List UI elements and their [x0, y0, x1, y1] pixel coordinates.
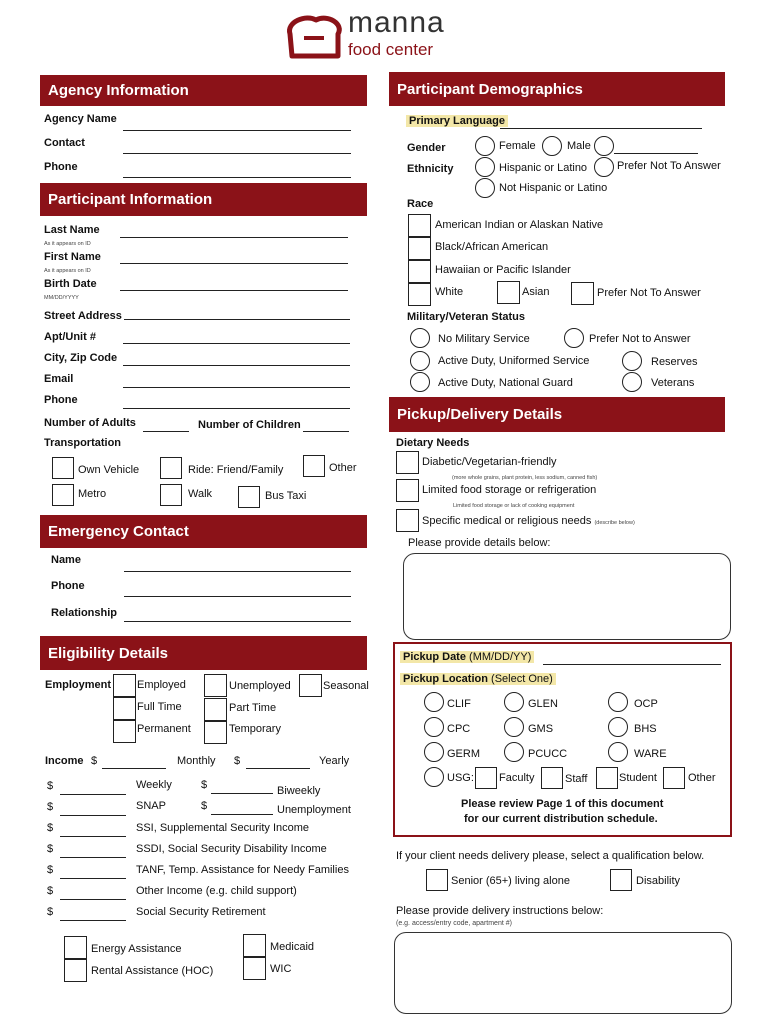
active-uniformed-label: Active Duty, Uniformed Service: [438, 355, 590, 367]
germ-label: GERM: [447, 748, 480, 760]
ssdi-field[interactable]: [60, 857, 126, 858]
walk-label: Walk: [188, 488, 213, 500]
phone-label: Phone: [44, 394, 78, 406]
review-note-line1: Please review Page 1 of this document: [461, 798, 664, 810]
primary-language-field[interactable]: [500, 128, 702, 129]
ocp-radio[interactable]: [608, 692, 628, 712]
demographics-header: Participant Demographics: [389, 72, 725, 106]
glen-label: GLEN: [528, 698, 558, 710]
primary-language-label: Primary Language: [406, 115, 508, 127]
emergency-header: Emergency Contact: [40, 515, 367, 548]
specific-needs-text: Specific medical or religious needs: [422, 515, 592, 527]
ss-retirement-field[interactable]: [60, 920, 126, 921]
first-name-hint: As it appears on ID: [44, 268, 91, 274]
diabetic-note: (more whole grains, plant protein, less sodium, canned fish): [452, 475, 598, 481]
metro-label: Metro: [78, 488, 107, 500]
medicaid-checkbox[interactable]: [243, 934, 266, 957]
relationship-field[interactable]: [124, 621, 351, 622]
employment-label: Employment: [45, 679, 112, 691]
gender-label: Gender: [407, 142, 446, 154]
usg-other-label: Other: [688, 772, 716, 784]
snap-field[interactable]: [60, 815, 126, 816]
senior-checkbox[interactable]: [426, 869, 448, 891]
student-checkbox[interactable]: [596, 767, 618, 789]
wic-label: WIC: [270, 963, 292, 975]
eligibility-header: Eligibility Details: [40, 636, 367, 670]
hawaiian-checkbox[interactable]: [408, 260, 431, 283]
unemployment-field[interactable]: [211, 814, 273, 815]
american-indian-label: American Indian or Alaskan Native: [435, 219, 604, 231]
income-yearly-field[interactable]: [246, 768, 310, 769]
last-name-hint: As it appears on ID: [44, 241, 91, 247]
veterans-label: Veterans: [651, 377, 695, 389]
not-hispanic-radio[interactable]: [475, 178, 495, 198]
white-checkbox[interactable]: [408, 283, 431, 306]
income-label: Income: [45, 755, 84, 767]
delivery-instructions-textarea[interactable]: [394, 932, 732, 1014]
participant-header: Participant Information: [40, 183, 367, 216]
bhs-radio[interactable]: [608, 717, 628, 737]
income-monthly-field[interactable]: [102, 768, 166, 769]
military-prefer-not-label: Prefer Not to Answer: [589, 333, 691, 345]
bus-taxi-checkbox[interactable]: [238, 486, 260, 508]
biweekly-label: Biweekly: [277, 785, 321, 797]
delivery-question: If your client needs delivery please, select a qualification below.: [396, 850, 705, 862]
germ-radio[interactable]: [424, 742, 444, 762]
tanf-field[interactable]: [60, 878, 126, 879]
senior-label: Senior (65+) living alone: [451, 875, 570, 887]
agency-phone-field[interactable]: [123, 177, 351, 178]
delivery-instructions-example: (e.g. access/entry code, apartment #): [396, 920, 512, 927]
transport-other-label: Other: [329, 462, 357, 474]
agency-name-label: Agency Name: [44, 113, 117, 125]
black-checkbox[interactable]: [408, 237, 431, 260]
usg-other-checkbox[interactable]: [663, 767, 685, 789]
transportation-label: Transportation: [44, 437, 122, 449]
full-time-label: Full Time: [137, 701, 182, 713]
active-uniformed-radio[interactable]: [410, 351, 430, 371]
unemployed-checkbox[interactable]: [204, 674, 227, 697]
ride-checkbox[interactable]: [160, 457, 182, 479]
email-label: Email: [44, 373, 74, 385]
male-label: Male: [567, 140, 591, 152]
usg-radio[interactable]: [424, 767, 444, 787]
street-label: Street Address: [44, 310, 122, 322]
race-prefer-not-checkbox[interactable]: [571, 282, 594, 305]
snap-label: SNAP: [136, 800, 166, 812]
ethnicity-label: Ethnicity: [407, 163, 454, 175]
first-name-label: First Name: [44, 251, 101, 263]
bread-icon: [284, 12, 344, 62]
part-time-checkbox[interactable]: [204, 698, 227, 721]
city-zip-label: City, Zip Code: [44, 352, 118, 364]
pickup-date-label: [400, 651, 534, 663]
race-prefer-not-label: Prefer Not To Answer: [597, 287, 701, 299]
medicaid-label: Medicaid: [270, 941, 315, 953]
apt-field[interactable]: [123, 343, 350, 344]
military-label: Military/Veteran Status: [407, 311, 525, 323]
cpc-label: CPC: [447, 723, 471, 735]
ethnicity-prefer-not-radio[interactable]: [594, 157, 614, 177]
asian-label: Asian: [522, 286, 550, 298]
agency-contact-field[interactable]: [123, 153, 351, 154]
children-label: Number of Children: [198, 419, 301, 431]
weekly-label: Weekly: [136, 779, 172, 791]
wic-checkbox[interactable]: [243, 957, 266, 980]
rental-checkbox[interactable]: [64, 959, 87, 982]
male-radio[interactable]: [542, 136, 562, 156]
active-guard-radio[interactable]: [410, 372, 430, 392]
agency-phone-label: Phone: [44, 161, 78, 173]
specific-needs-checkbox[interactable]: [396, 509, 419, 532]
no-military-label: No Military Service: [438, 333, 530, 345]
military-prefer-not-radio[interactable]: [564, 328, 584, 348]
ssdi-dollar: $: [47, 843, 54, 855]
pickup-location-label: [400, 673, 556, 685]
seasonal-checkbox[interactable]: [299, 674, 322, 697]
disability-label: Disability: [636, 875, 681, 887]
specific-needs-note: (describe below): [594, 520, 635, 526]
black-label: Black/African American: [435, 241, 549, 253]
race-label: Race: [407, 198, 434, 210]
email-field[interactable]: [123, 387, 350, 388]
emergency-name-field[interactable]: [124, 571, 351, 572]
hispanic-radio[interactable]: [475, 157, 495, 177]
active-guard-label: Active Duty, National Guard: [438, 377, 573, 389]
yearly-label: Yearly: [319, 755, 350, 767]
pickup-date-text: Pickup Date: [403, 651, 466, 663]
street-field[interactable]: [124, 319, 350, 320]
other-income-dollar: $: [47, 885, 54, 897]
select-one-hint: (Select One): [491, 673, 553, 685]
full-time-checkbox[interactable]: [113, 697, 136, 720]
glen-radio[interactable]: [504, 692, 524, 712]
own-vehicle-checkbox[interactable]: [52, 457, 74, 479]
student-label: Student: [619, 772, 657, 784]
gender-other-radio[interactable]: [594, 136, 614, 156]
tanf-label: TANF, Temp. Assistance for Needy Families: [136, 864, 349, 876]
agency-name-field[interactable]: [123, 130, 351, 131]
staff-checkbox[interactable]: [541, 767, 563, 789]
monthly-label: Monthly: [177, 755, 216, 767]
female-label: Female: [499, 140, 536, 152]
dietary-details-textarea[interactable]: [403, 553, 731, 640]
ware-label: WARE: [634, 748, 667, 760]
bus-taxi-label: Bus Taxi: [265, 490, 307, 502]
apt-label: Apt/Unit #: [44, 331, 96, 343]
unemployed-label: Unemployed: [229, 680, 291, 692]
dietary-label: Dietary Needs: [396, 437, 470, 449]
diabetic-checkbox[interactable]: [396, 451, 419, 474]
employed-checkbox[interactable]: [113, 674, 136, 697]
ssi-dollar: $: [47, 822, 54, 834]
emergency-name-label: Name: [51, 554, 81, 566]
pickup-header: Pickup/Delivery Details: [389, 397, 725, 432]
agency-header: Agency Information: [40, 75, 367, 106]
own-vehicle-label: Own Vehicle: [78, 464, 140, 476]
energy-checkbox[interactable]: [64, 936, 87, 959]
birth-date-label: Birth Date: [44, 278, 97, 290]
ssi-label: SSI, Supplemental Security Income: [136, 822, 310, 834]
faculty-label: Faculty: [499, 772, 535, 784]
adults-field[interactable]: [143, 431, 189, 432]
faculty-checkbox[interactable]: [475, 767, 497, 789]
limited-storage-checkbox[interactable]: [396, 479, 419, 502]
permanent-label: Permanent: [137, 723, 191, 735]
provide-details-label: Please provide details below:: [408, 537, 551, 549]
temporary-label: Temporary: [229, 723, 281, 735]
white-label: White: [435, 286, 464, 298]
income-dollar: $: [91, 755, 98, 767]
children-field[interactable]: [303, 431, 349, 432]
brand-name: manna: [348, 6, 445, 39]
employed-label: Employed: [137, 679, 186, 691]
pickup-date-field[interactable]: [543, 664, 721, 665]
ethnicity-prefer-not-label: Prefer Not To Answer: [617, 160, 721, 172]
clif-radio[interactable]: [424, 692, 444, 712]
birth-date-field[interactable]: [120, 290, 348, 291]
adults-label: Number of Adults: [44, 417, 136, 429]
veterans-radio[interactable]: [622, 372, 642, 392]
gender-other-field[interactable]: [614, 153, 698, 154]
rental-label: Rental Assistance (HOC): [91, 965, 214, 977]
other-income-field[interactable]: [60, 899, 126, 900]
biweekly-dollar: $: [201, 779, 208, 791]
unemployment-dollar: $: [201, 800, 208, 812]
walk-checkbox[interactable]: [160, 484, 182, 506]
hispanic-label: Hispanic or Latino: [499, 162, 588, 174]
pcucc-radio[interactable]: [504, 742, 524, 762]
ss-retirement-label: Social Security Retirement: [136, 906, 266, 918]
other-income-label: Other Income (e.g. child support): [136, 885, 297, 897]
asian-checkbox[interactable]: [497, 281, 520, 304]
metro-checkbox[interactable]: [52, 484, 74, 506]
staff-label: Staff: [565, 773, 588, 785]
gms-radio[interactable]: [504, 717, 524, 737]
ssi-field[interactable]: [60, 836, 126, 837]
energy-label: Energy Assistance: [91, 943, 182, 955]
emergency-phone-field[interactable]: [124, 596, 351, 597]
snap-dollar: $: [47, 801, 54, 813]
hawaiian-label: Hawaiian or Pacific Islander: [435, 264, 571, 276]
not-hispanic-label: Not Hispanic or Latino: [499, 182, 608, 194]
reserves-label: Reserves: [651, 356, 698, 368]
female-radio[interactable]: [475, 136, 495, 156]
disability-checkbox[interactable]: [610, 869, 632, 891]
usg-label: USG:: [447, 772, 474, 784]
agency-contact-label: Contact: [44, 137, 85, 149]
emergency-phone-label: Phone: [51, 580, 85, 592]
pickup-date-format: (MM/DD/YY): [469, 651, 532, 663]
clif-label: CLIF: [447, 698, 471, 710]
reserves-radio[interactable]: [622, 351, 642, 371]
part-time-label: Part Time: [229, 702, 277, 714]
seasonal-label: Seasonal: [323, 680, 369, 692]
brand-subtitle: food center: [348, 40, 434, 59]
specific-needs-label: [422, 515, 635, 527]
pcucc-label: PCUCC: [528, 748, 568, 760]
ware-radio[interactable]: [608, 742, 628, 762]
city-zip-field[interactable]: [123, 365, 350, 366]
transport-other-checkbox[interactable]: [303, 455, 325, 477]
permanent-checkbox[interactable]: [113, 720, 136, 743]
ride-label: Ride: Friend/Family: [188, 464, 284, 476]
no-military-radio[interactable]: [410, 328, 430, 348]
diabetic-label: Diabetic/Vegetarian-friendly: [422, 456, 557, 468]
phone-field[interactable]: [123, 408, 350, 409]
last-name-label: Last Name: [44, 224, 100, 236]
review-note-line2: for our current distribution schedule.: [464, 813, 658, 825]
biweekly-field[interactable]: [211, 793, 273, 794]
unemployment-label: Unemployment: [277, 804, 351, 816]
cpc-radio[interactable]: [424, 717, 444, 737]
weekly-dollar: $: [47, 780, 54, 792]
bhs-label: BHS: [634, 723, 657, 735]
limited-storage-note: Limited food storage or lack of cooking equipment: [453, 503, 575, 509]
ssdi-label: SSDI, Social Security Disability Income: [136, 843, 327, 855]
manna-logo: [284, 6, 454, 64]
ss-retirement-dollar: $: [47, 906, 54, 918]
american-indian-checkbox[interactable]: [408, 214, 431, 237]
first-name-field[interactable]: [120, 263, 348, 264]
temporary-checkbox[interactable]: [204, 721, 227, 744]
delivery-instructions-label: Please provide delivery instructions below:: [396, 905, 604, 917]
ocp-label: OCP: [634, 698, 658, 710]
pickup-location-text: Pickup Location: [403, 673, 488, 685]
gms-label: GMS: [528, 723, 554, 735]
relationship-label: Relationship: [51, 607, 118, 619]
birth-date-format: MM/DD/YYYY: [44, 295, 79, 301]
yearly-dollar: $: [234, 755, 241, 767]
tanf-dollar: $: [47, 864, 54, 876]
last-name-field[interactable]: [120, 237, 348, 238]
limited-storage-label: Limited food storage or refrigeration: [422, 484, 597, 496]
weekly-field[interactable]: [60, 794, 126, 795]
